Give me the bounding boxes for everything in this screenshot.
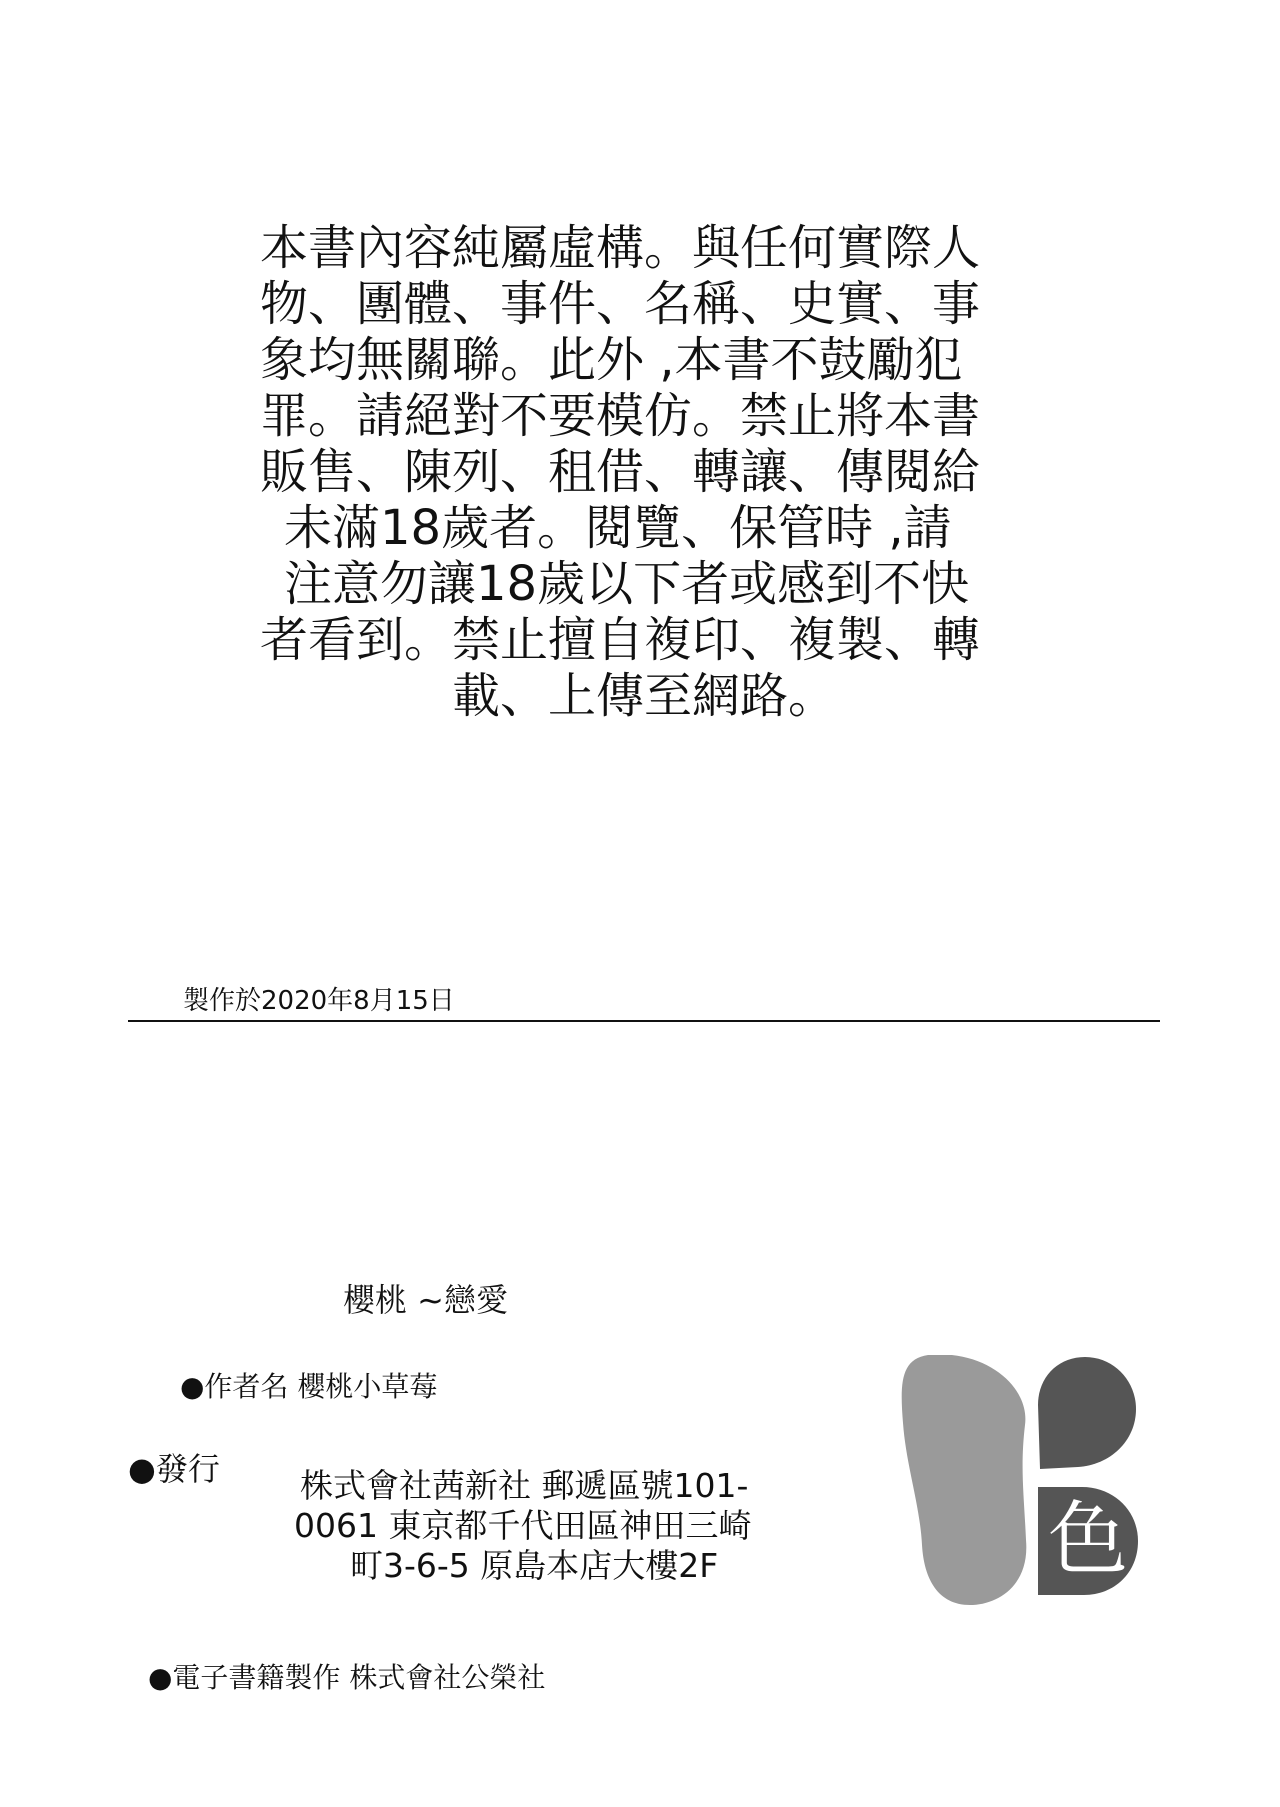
disclaimer-line: 罪。請絕對不要模仿。禁止將本書: [260, 388, 981, 444]
production-date: 製作於2020年8月15日: [183, 986, 455, 1016]
disclaimer-line: 注意勿讓18歲以下者或感到不快: [284, 556, 970, 612]
address-line: 株式會社茜新社 郵遞區號101-: [300, 1466, 749, 1505]
publisher-label: ●發行: [128, 1450, 220, 1488]
publisher-logo: [900, 1355, 1150, 1605]
disclaimer-line: 販售、陳列、租借、轉讓、傳閱給: [260, 444, 981, 500]
address-line: 0061 東京都千代田區神田三崎: [294, 1506, 752, 1545]
divider: [128, 1020, 1160, 1022]
disclaimer-line: 物、團體、事件、名稱、史實、事: [260, 276, 981, 332]
address-line: 町3-6-5 原島本店大樓2F: [350, 1546, 719, 1585]
logo-light-shape: [902, 1355, 1027, 1605]
book-title: 櫻桃 ~戀愛: [343, 1281, 508, 1319]
logo-dark-shape-top: [1038, 1357, 1136, 1469]
disclaimer-line: 者看到。禁止擅自複印、複製、轉: [260, 612, 981, 668]
disclaimer-line: 載、上傳至網路。: [452, 668, 837, 724]
author-line: ●作者名 櫻桃小草莓: [180, 1370, 438, 1403]
ebook-production: ●電子書籍製作 株式會社公榮社: [148, 1661, 546, 1694]
disclaimer-line: 象均無關聯。此外 ,本書不鼓勵犯: [260, 332, 963, 388]
disclaimer-line: 未滿18歲者。閱覽、保管時 ,請: [284, 500, 952, 556]
logo-glyph: 色: [1048, 1493, 1128, 1586]
disclaimer-line: 本書內容純屬虛構。與任何實際人: [260, 220, 981, 276]
